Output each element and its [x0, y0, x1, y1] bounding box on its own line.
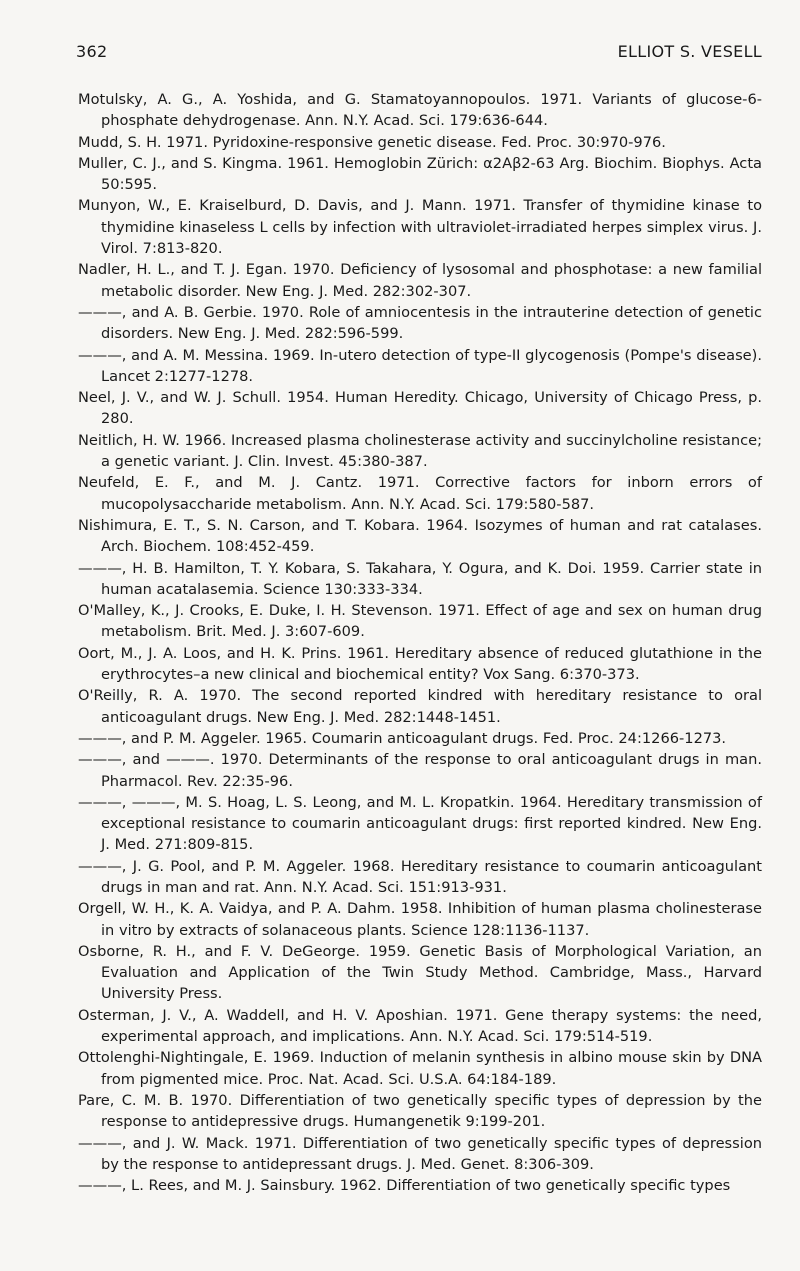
- reference-entry: ———, J. G. Pool, and P. M. Aggeler. 1968. Hereditary resistance to coumarin anticoagulant drugs in man and rat. Ann. N.Y. Acad. Sci. 151:913-931.: [78, 857, 762, 896]
- page-number: 362: [76, 42, 108, 61]
- reference-entry: Neel, J. V., and W. J. Schull. 1954. Human Heredity. Chicago, University of Chicago Press, p. 280.: [78, 389, 762, 428]
- reference-entry: O'Reilly, R. A. 1970. The second reported kindred with hereditary resistance to oral anticoagulant drugs. New Eng. J. Med. 282:1448-1451.: [78, 687, 762, 726]
- reference-entry: ———, L. Rees, and M. J. Sainsbury. 1962. Differentiation of two genetically specific types: [78, 1177, 731, 1195]
- reference-entry: Nadler, H. L., and T. J. Egan. 1970. Deficiency of lysosomal and phosphotase: a new familial metabolic disorder. New Eng. J. Med. 282:302-307.: [78, 261, 762, 300]
- page-header: [78, 42, 762, 61]
- reference-entry: Orgell, W. H., K. A. Vaidya, and P. A. Dahm. 1958. Inhibition of human plasma cholinesterase in vitro by extracts of solanaceous plants. Science 128:1136-1137.: [78, 900, 762, 939]
- reference-entry: Mudd, S. H. 1971. Pyridoxine-responsive genetic disease. Fed. Proc. 30:970-976.: [78, 133, 666, 151]
- reference-entry: ———, and P. M. Aggeler. 1965. Coumarin anticoagulant drugs. Fed. Proc. 24:1266-1273.: [78, 729, 727, 747]
- reference-entry: ———, and A. B. Gerbie. 1970. Role of amniocentesis in the intrauterine detection of genetic disorders. New Eng. J. Med. 282:596-599.: [78, 303, 762, 343]
- reference-entry: ———, ———, M. S. Hoag, L. S. Leong, and M. L. Kropatkin. 1964. Hereditary transmission of exceptional resistance to coumarin anticoagulant drugs: first reported kindred. New Eng. J. Med. 271:809-815.: [78, 793, 762, 854]
- reference-entry: ———, and J. W. Mack. 1971. Differentiation of two genetically specific types of depression by the response to antidepressant drugs. J. Med. Genet. 8:306-309.: [78, 1134, 762, 1173]
- reference-entry: Motulsky, A. G., A. Yoshida, and G. Stamatoyannopoulos. 1971. Variants of glucose-6-phosphate dehydrogenase. Ann. N.Y. Acad. Sci. 179:636-644.: [78, 91, 762, 130]
- reference-entry: O'Malley, K., J. Crooks, E. Duke, I. H. Stevenson. 1971. Effect of age and sex on human drug metabolism. Brit. Med. J. 3:607-609.: [78, 602, 762, 641]
- running-head: ELLIOT S. VESELL: [617, 42, 762, 61]
- reference-entry: Oort, M., J. A. Loos, and H. K. Prins. 1961. Hereditary absence of reduced glutathione in the erythrocytes–a new clinical and biochemical entity? Vox Sang. 6:370-373.: [78, 644, 762, 684]
- reference-entry: Osborne, R. H., and F. V. DeGeorge. 1959. Genetic Basis of Morphological Variation, an Evaluation and Application of the Twin Study Method. Cambridge, Mass., Harvard University Press.: [78, 942, 762, 1003]
- reference-entry: Nishimura, E. T., S. N. Carson, and T. Kobara. 1964. Isozymes of human and rat catalases. Arch. Biochem. 108:452-459.: [78, 516, 762, 556]
- reference-entry: ———, H. B. Hamilton, T. Y. Kobara, S. Takahara, Y. Ogura, and K. Doi. 1959. Carrier state in human acatalasemia. Science 130:333-334.: [78, 559, 762, 598]
- reference-entry: Osterman, J. V., A. Waddell, and H. V. Aposhian. 1971. Gene therapy systems: the need, experimental approach, and implications. Ann. N.Y. Acad. Sci. 179:514-519.: [78, 1006, 762, 1046]
- reference-entry: Muller, C. J., and S. Kingma. 1961. Hemoglobin Zürich: α2Aβ2-63 Arg. Biochim. Biophys. Acta 50:595.: [78, 154, 762, 194]
- reference-entry: Ottolenghi-Nightingale, E. 1969. Induction of melanin synthesis in albino mouse skin by DNA from pigmented mice. Proc. Nat. Acad. Sci. U.S.A. 64:184-189.: [78, 1049, 762, 1088]
- reference-entry: ———, and ———. 1970. Determinants of the response to oral anticoagulant drugs in man. Pharmacol. Rev. 22:35-96.: [78, 751, 762, 790]
- reference-list: [78, 89, 762, 1196]
- reference-entry: Neufeld, E. F., and M. J. Cantz. 1971. Corrective factors for inborn errors of mucopolysaccharide metabolism. Ann. N.Y. Acad. Sci. 179:580-587.: [78, 474, 762, 513]
- reference-entry: Pare, C. M. B. 1970. Differentiation of two genetically specific types of depression by the response to antidepressive drugs. Humangenetik 9:199-201.: [78, 1091, 762, 1131]
- reference-entry: Munyon, W., E. Kraiselburd, D. Davis, and J. Mann. 1971. Transfer of thymidine kinase to thymidine kinaseless L cells by infection with ultraviolet-irradiated herpes simplex virus. J. Virol. 7:813-820.: [78, 197, 762, 258]
- reference-entry: Neitlich, H. W. 1966. Increased plasma cholinesterase activity and succinylcholine resistance; a genetic variant. J. Clin. Invest. 45:380-387.: [78, 431, 762, 471]
- reference-entry: ———, and A. M. Messina. 1969. In-utero detection of type-II glycogenosis (Pompe's disease). Lancet 2:1277-1278.: [78, 346, 762, 385]
